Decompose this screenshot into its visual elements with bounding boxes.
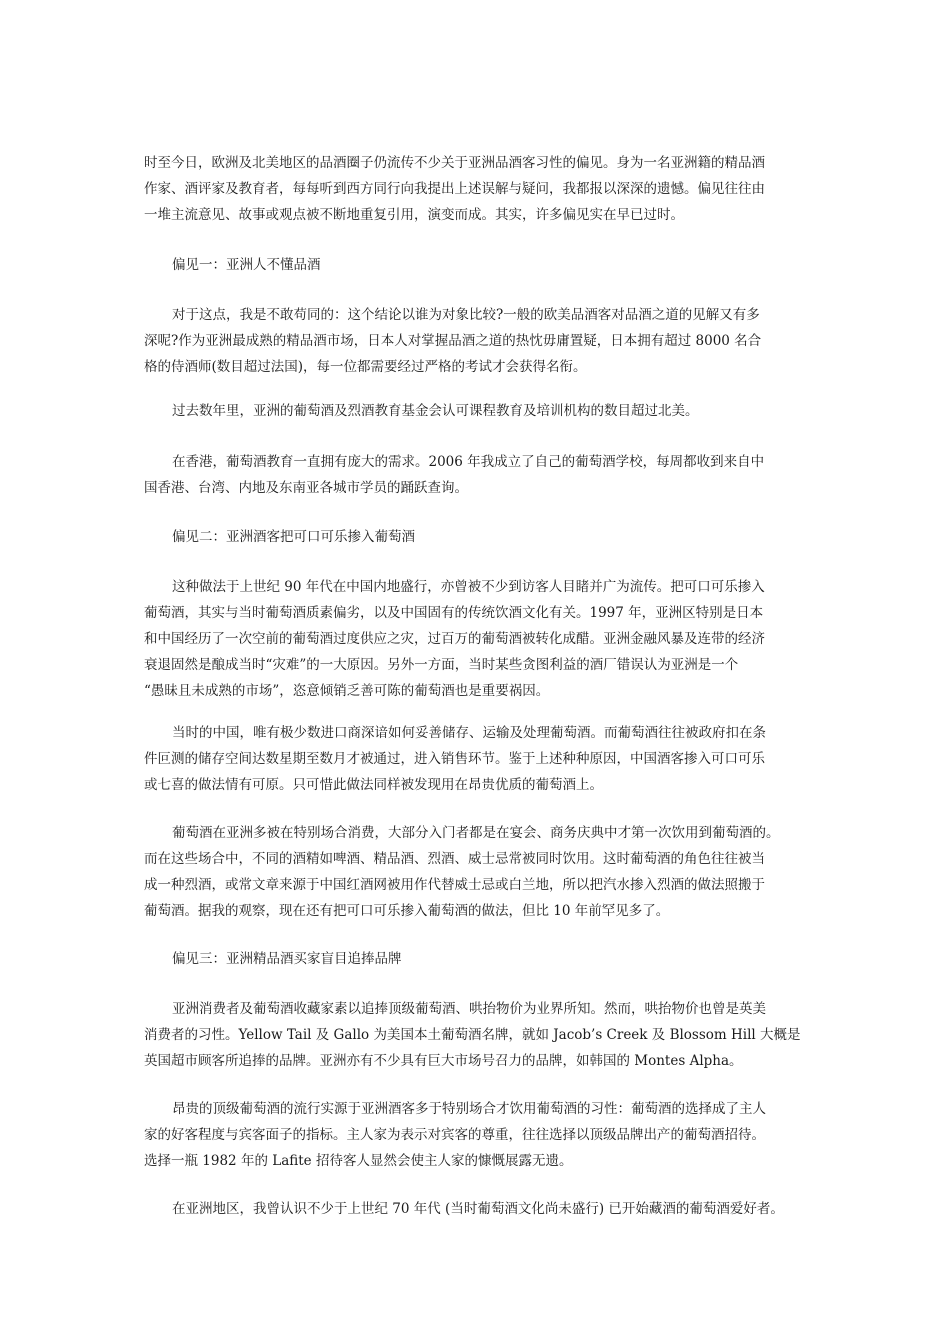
- text-line: “愚昧且未成熟的市场”，恣意倾销乏善可陈的葡萄酒也是重要祸因。: [144, 683, 550, 699]
- text-line: 件叵测的储存空间达数星期至数月才被通过，进入销售环节。鉴于上述种种原因，中国酒客掺入可口可乐: [144, 751, 765, 767]
- text-line: 消费者的习性。Yellow Tail 及 Gallo 为美国本土葡萄酒名牌，就如 Jacob’s Creek 及 Blossom Hill 大概是: [144, 1027, 801, 1043]
- paragraph-myth-2-body: [144, 574, 820, 704]
- text-line: 时至今日，欧洲及北美地区的品酒圈子仍流传不少关于亚洲品酒客习性的偏见。身为一名亚洲籍的精品酒: [144, 155, 765, 171]
- text-line: 对于这点，我是不敢苟同的：这个结论以谁为对象比较?一般的欧美品酒客对品酒之道的见解又有多: [172, 307, 760, 323]
- text-line: 葡萄酒，其实与当时葡萄酒质素偏劣，以及中国固有的传统饮酒文化有关。1997 年，亚洲区特别是日本: [144, 605, 764, 621]
- paragraph-china-importers: [144, 720, 820, 798]
- text-line: 和中国经历了一次空前的葡萄酒过度供应之灾，过百万的葡萄酒被转化成醋。亚洲金融风暴及连带的经济: [144, 631, 765, 647]
- text-line: 家的好客程度与宾客面子的指标。主人家为表示对宾客的尊重，往往选择以顶级品牌出产的葡萄酒招待。: [144, 1127, 765, 1143]
- paragraph-myth-1-body: [144, 302, 820, 380]
- text-line: 作家、酒评家及教育者，每每听到西方同行向我提出上述误解与疑问，我都报以深深的遗憾。偏见往往由: [144, 181, 765, 197]
- text-line: 一堆主流意见、故事或观点被不断地重复引用，演变而成。其实，许多偏见实在早已过时。: [144, 207, 684, 223]
- text-line: 格的侍酒师(数目超过法国)，每一位都需要经过严格的考试才会获得名衔。: [144, 359, 587, 375]
- section-heading: 偏见三：亚洲精品酒买家盲目追捧品牌: [172, 951, 402, 967]
- text-line: 英国超市顾客所追捧的品牌。亚洲亦有不少具有巨大市场号召力的品牌，如韩国的 Montes Alpha。: [144, 1053, 743, 1069]
- heading-myth-2: [144, 524, 820, 550]
- text-line: 当时的中国，唯有极少数进口商深谙如何妥善储存、运输及处理葡萄酒。而葡萄酒往往被政府扣在条: [172, 725, 766, 741]
- text-line: 葡萄酒在亚洲多被在特别场合消费，大部分入门者都是在宴会、商务庆典中才第一次饮用到葡萄酒的。: [172, 825, 780, 841]
- text-line: 衰退固然是酿成当时“灾难”的一大原因。另外一方面，当时某些贪图利益的酒厂错误认为亚洲是一个: [144, 657, 739, 673]
- paragraph-education-courses: [144, 398, 820, 424]
- text-line: 成一种烈酒，或常文章来源于中国红酒网被用作代替威士忌或白兰地，所以把汽水掺入烈酒的做法照搬于: [144, 877, 765, 893]
- paragraph-collectors: [144, 1196, 820, 1222]
- text-line: 选择一瓶 1982 年的 Lafite 招待客人显然会使主人家的慷慨展露无遗。: [144, 1153, 573, 1169]
- paragraph-hong-kong: [144, 449, 820, 501]
- text-line: 或七喜的做法情有可原。只可惜此做法同样被发现用在昂贵优质的葡萄酒上。: [144, 777, 603, 793]
- text-line: 过去数年里，亚洲的葡萄酒及烈酒教育基金会认可课程教育及培训机构的数目超过北美。: [172, 403, 699, 419]
- heading-myth-3: [144, 946, 820, 972]
- text-line: 在香港，葡萄酒教育一直拥有庞大的需求。2006 年我成立了自己的葡萄酒学校，每周都收到来自中: [172, 454, 765, 470]
- text-line: 在亚洲地区，我曾认识不少于上世纪 70 年代 (当时葡萄酒文化尚未盛行) 已开始藏酒的葡萄酒爱好者。: [172, 1201, 784, 1217]
- paragraph-intro: [144, 150, 820, 228]
- text-line: 葡萄酒。据我的观察，现在还有把可口可乐掺入葡萄酒的做法，但比 10 年前罕见多了。: [144, 903, 670, 919]
- paragraph-myth-3-body: [144, 996, 820, 1074]
- text-line: 这种做法于上世纪 90 年代在中国内地盛行，亦曾被不少到访客人目睹并广为流传。把可口可乐掺入: [172, 579, 765, 595]
- text-line: 而在这些场合中，不同的酒精如啤酒、精品酒、烈酒、威士忌常被同时饮用。这时葡萄酒的角色往往被当: [144, 851, 765, 867]
- text-line: 深呢?作为亚洲最成熟的精品酒市场，日本人对掌握品酒之道的热忱毋庸置疑，日本拥有超过 8000 名合: [144, 333, 762, 349]
- section-heading: 偏见二：亚洲酒客把可口可乐掺入葡萄酒: [172, 529, 415, 545]
- paragraph-expensive-wines: [144, 1096, 820, 1174]
- text-line: 亚洲消费者及葡萄酒收藏家素以追捧顶级葡萄酒、哄抬物价为业界所知。然而，哄抬物价也曾是英美: [172, 1001, 766, 1017]
- text-line: 昂贵的顶级葡萄酒的流行实源于亚洲酒客多于特别场合才饮用葡萄酒的习性：葡萄酒的选择成了主人: [172, 1101, 766, 1117]
- heading-myth-1: [144, 252, 820, 278]
- text-line: 国香港、台湾、内地及东南亚各城市学员的踊跃查询。: [144, 480, 468, 496]
- paragraph-special-occasions: [144, 820, 820, 924]
- section-heading: 偏见一：亚洲人不懂品酒: [172, 257, 321, 273]
